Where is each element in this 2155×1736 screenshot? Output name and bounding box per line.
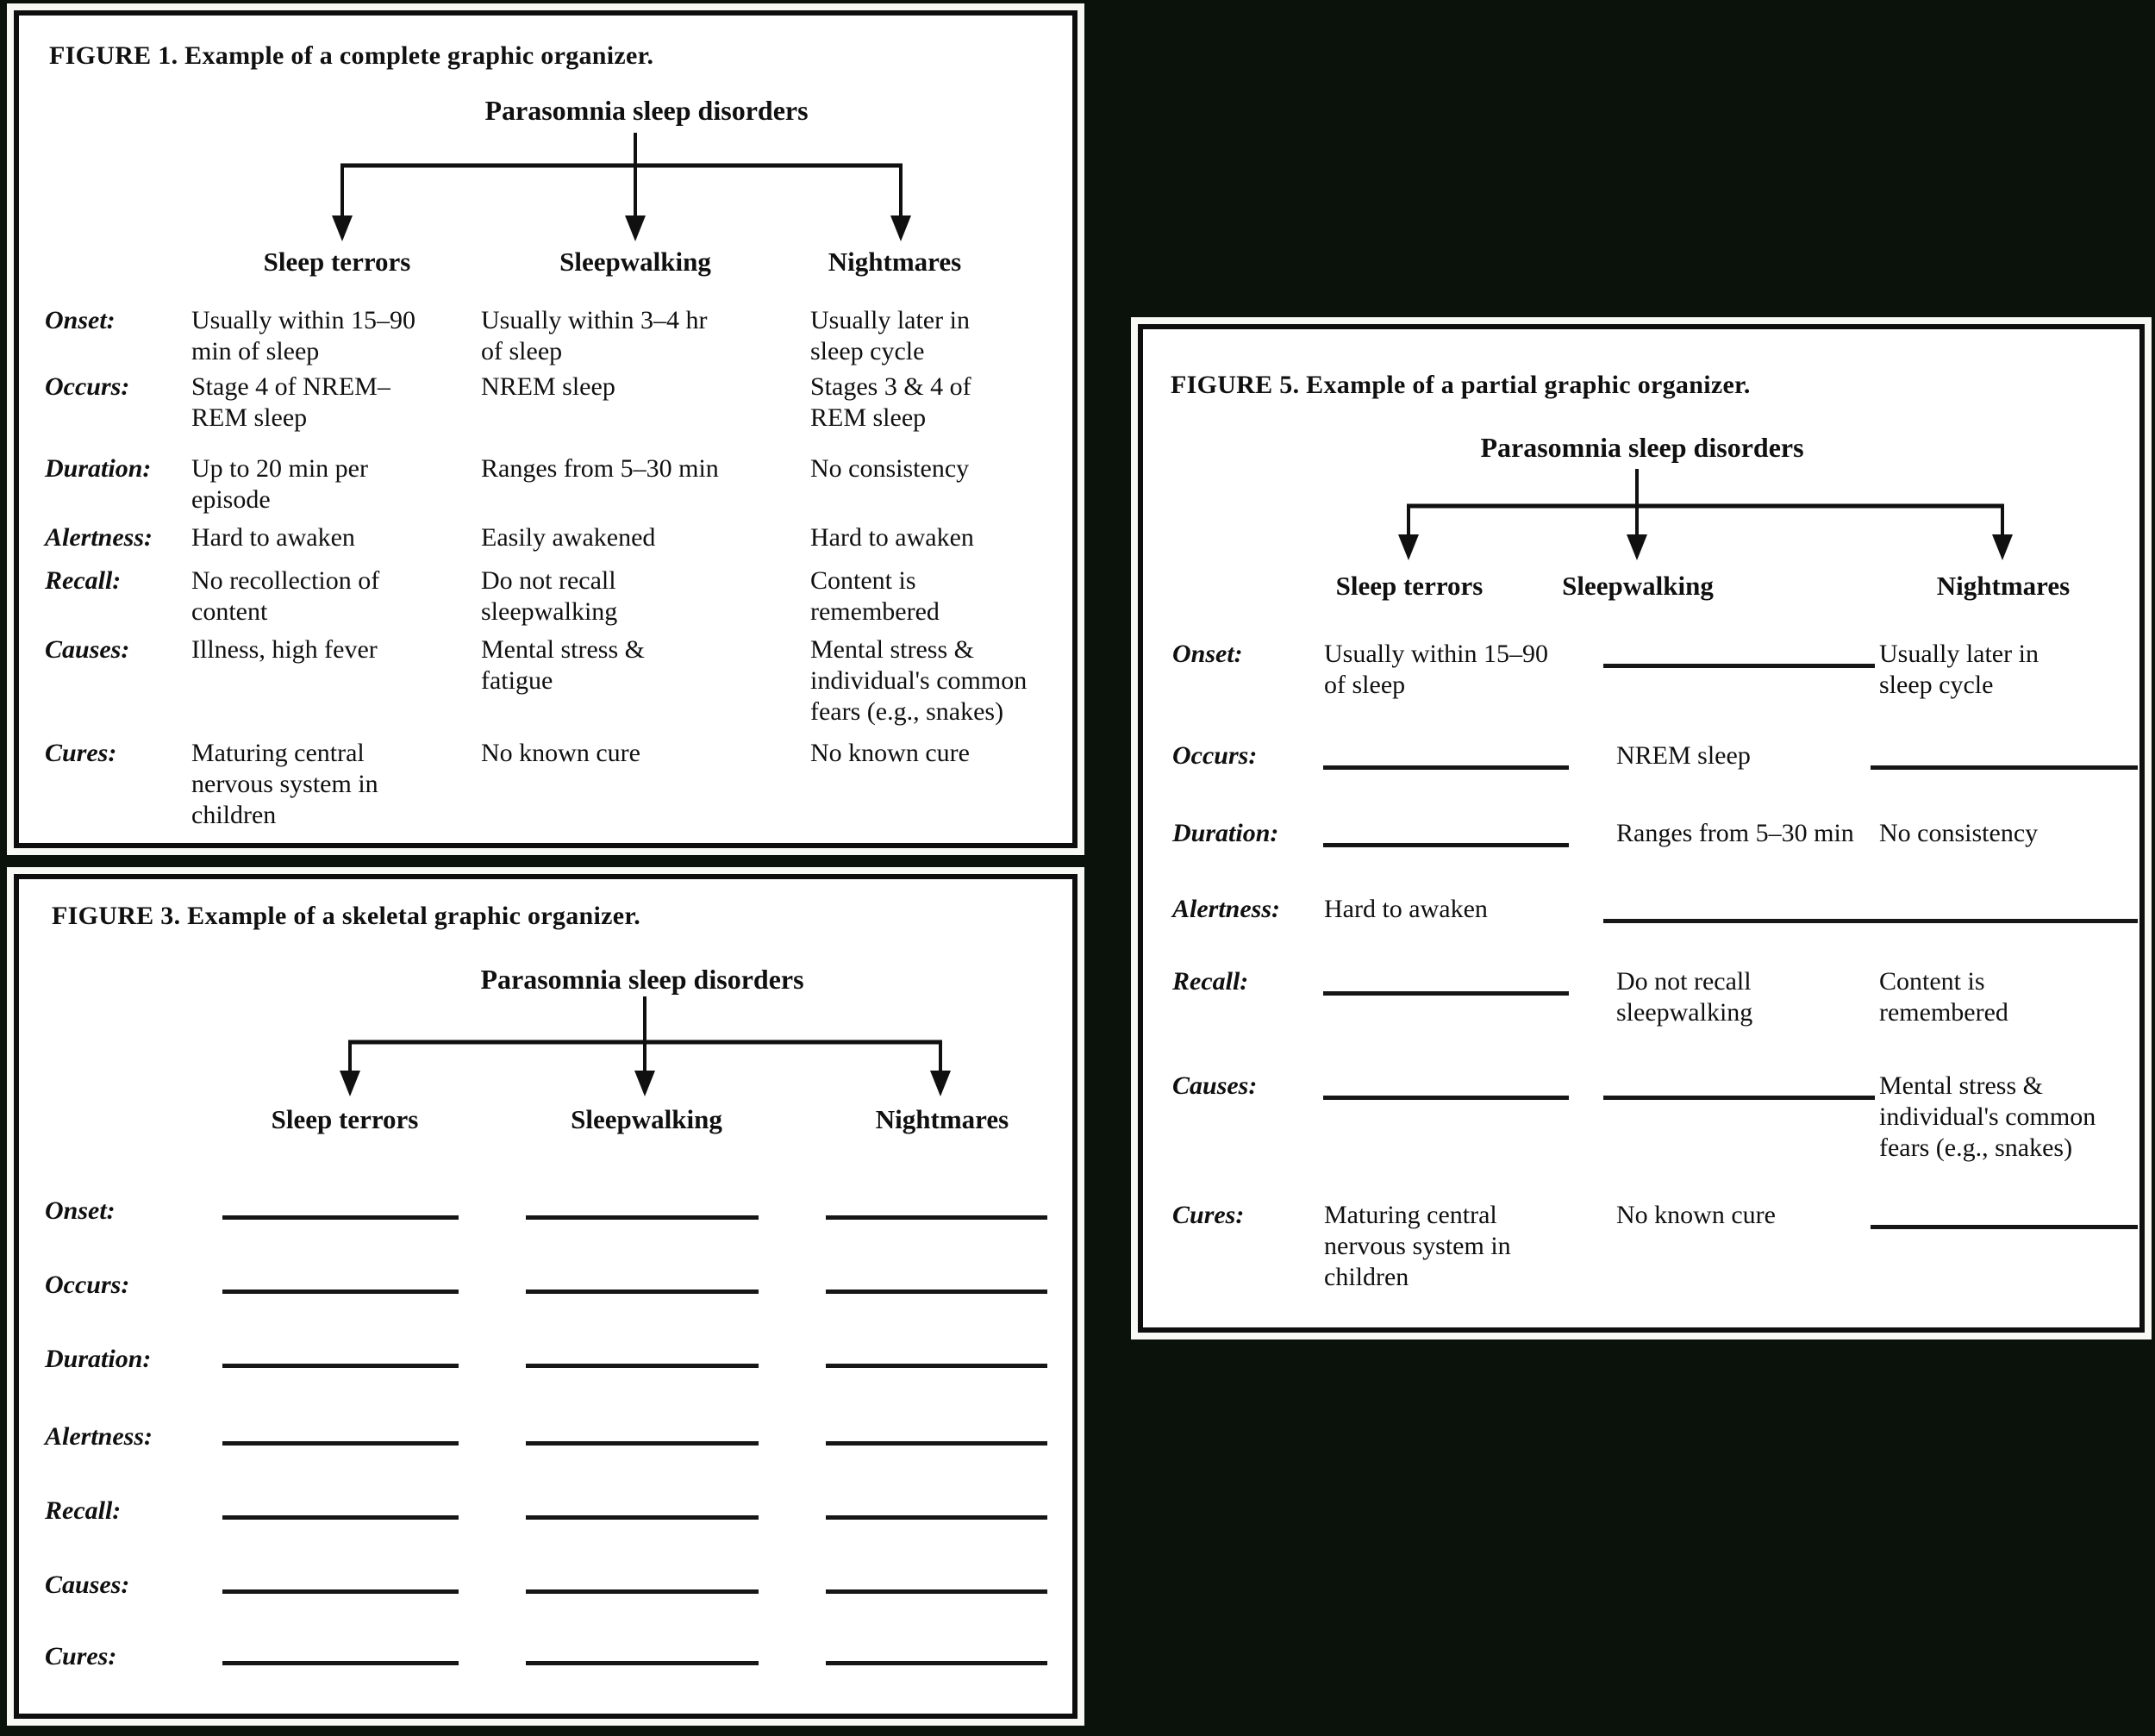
figure-3-blank-line bbox=[826, 1661, 1047, 1665]
figure-1-cell-text: Ranges from 5–30 min bbox=[481, 454, 719, 483]
figure-1-cell-text: Maturing central bbox=[191, 739, 365, 767]
figure-1-branch-nightmares: Nightmares bbox=[828, 247, 962, 277]
figure-3-row-label: Recall: bbox=[45, 1496, 122, 1525]
figure-5-row-label: Duration: bbox=[1172, 819, 1279, 847]
figure-1-cell-text: children bbox=[191, 801, 277, 829]
figure-3-blank-line bbox=[526, 1661, 759, 1665]
figure-3-caption: FIGURE 3. Example of a skeletal graphic organizer. bbox=[52, 902, 641, 930]
figure-3-blank-line bbox=[222, 1589, 459, 1594]
figure-3-blank-line bbox=[526, 1515, 759, 1520]
figure-5-cell-text: No consistency bbox=[1879, 819, 2039, 847]
figure-5-blank-line bbox=[1323, 843, 1569, 847]
figure-5-cell-text: nervous system in bbox=[1324, 1232, 1511, 1260]
figure-5-blank-line bbox=[1871, 765, 2138, 770]
figure-3-blank-line bbox=[222, 1441, 459, 1446]
figure-5-cell-text: sleepwalking bbox=[1616, 998, 1753, 1027]
figure-1-cell-text: No consistency bbox=[810, 454, 970, 483]
figure-5-row-label: Occurs: bbox=[1172, 741, 1258, 770]
figure-1-cell-text: Easily awakened bbox=[481, 523, 656, 552]
figure-1-cell-text: Up to 20 min per bbox=[191, 454, 368, 483]
figure-5-cell-text: Usually later in bbox=[1879, 640, 2039, 668]
figure-5-blank-line bbox=[1323, 991, 1569, 996]
figure-5-blank-line bbox=[1603, 664, 1875, 668]
figure-1-row-label: Duration: bbox=[45, 454, 152, 483]
figure-1-cell-text: Hard to awaken bbox=[810, 523, 974, 552]
figure-5-row-label: Causes: bbox=[1172, 1071, 1258, 1100]
figure-1-cell-text: Content is bbox=[810, 566, 916, 595]
figure-3-blank-line bbox=[222, 1515, 459, 1520]
figure-5-row-label: Cures: bbox=[1172, 1201, 1245, 1229]
figure-1-row-label: Recall: bbox=[45, 566, 122, 595]
figure-1-row-label: Alertness: bbox=[45, 523, 153, 552]
figure-1-cell-text: episode bbox=[191, 485, 271, 514]
figure-5-tree-root-label: Parasomnia sleep disorders bbox=[1480, 432, 1804, 463]
figure-5-blank-line bbox=[1323, 1096, 1569, 1100]
figure-3-blank-line bbox=[826, 1215, 1047, 1220]
figure-5-blank-line bbox=[1871, 919, 2138, 923]
figure-3-blank-line bbox=[826, 1515, 1047, 1520]
figure-1-cell-text: Stage 4 of NREM– bbox=[191, 372, 390, 401]
figure-5-cell-text: Do not recall bbox=[1616, 967, 1752, 996]
figure-3-blank-line bbox=[526, 1290, 759, 1294]
figure-1-cell-text: of sleep bbox=[481, 337, 563, 365]
figure-3-row-label: Occurs: bbox=[45, 1271, 130, 1299]
figure-5-blank-line bbox=[1323, 765, 1569, 770]
figure-3-blank-line bbox=[526, 1364, 759, 1368]
figure-1-cell-text: No recollection of bbox=[191, 566, 380, 595]
figure-1-cell-text: min of sleep bbox=[191, 337, 320, 365]
figure-5-cell-text: of sleep bbox=[1324, 671, 1406, 699]
figure-3-blank-line bbox=[526, 1441, 759, 1446]
figure-1-cell-text: Hard to awaken bbox=[191, 523, 355, 552]
figure-5-cell-text: children bbox=[1324, 1263, 1409, 1291]
figure-1-cell-text: Usually within 3–4 hr bbox=[481, 306, 708, 334]
figure-1-cell-text: sleep cycle bbox=[810, 337, 925, 365]
figure-1-cell-text: individual's common bbox=[810, 666, 1028, 695]
figure-5-cell-text: individual's common bbox=[1879, 1102, 2096, 1131]
figure-1-cell-text: Usually later in bbox=[810, 306, 970, 334]
figure-1-row-label: Onset: bbox=[45, 306, 116, 334]
figure-5-row-label: Alertness: bbox=[1172, 895, 1281, 923]
figure-5-branch-sleep-terrors: Sleep terrors bbox=[1335, 571, 1484, 601]
figure-1-branch-sleep-terrors: Sleep terrors bbox=[263, 247, 411, 277]
figure-1-row-label: Occurs: bbox=[45, 372, 130, 401]
figure-5-cell-text: No known cure bbox=[1616, 1201, 1776, 1229]
figure-1-cell-text: Usually within 15–90 bbox=[191, 306, 415, 334]
figure-3-blank-line bbox=[222, 1290, 459, 1294]
figure-5-cell-text: Maturing central bbox=[1324, 1201, 1497, 1229]
figure-5-cell-text: Hard to awaken bbox=[1324, 895, 1488, 923]
figure-3-branch-nightmares: Nightmares bbox=[875, 1104, 1009, 1134]
figure-1-cell-text: Illness, high fever bbox=[191, 635, 378, 664]
figure-1-cell-text: fears (e.g., snakes) bbox=[810, 697, 1004, 726]
figure-1-cell-text: fatigue bbox=[481, 666, 553, 695]
figure-1-branch-sleepwalking: Sleepwalking bbox=[559, 247, 711, 277]
figure-1-tree-root-label: Parasomnia sleep disorders bbox=[484, 95, 809, 126]
figure-5-row-label: Onset: bbox=[1172, 640, 1243, 668]
figure-3-blank-line bbox=[826, 1441, 1047, 1446]
figure-5-caption: FIGURE 5. Example of a partial graphic organizer. bbox=[1171, 371, 1751, 399]
figure-5-cell-text: Usually within 15–90 bbox=[1324, 640, 1548, 668]
figure-1-cell-text: remembered bbox=[810, 597, 940, 626]
figure-1-cell-text: REM sleep bbox=[191, 403, 308, 432]
figure-5-cell-text: Ranges from 5–30 min bbox=[1616, 819, 1854, 847]
figure-3-row-label: Causes: bbox=[45, 1571, 130, 1599]
figure-1-cell-text: content bbox=[191, 597, 268, 626]
figure-3-row-label: Duration: bbox=[45, 1345, 152, 1373]
figure-1-cell-text: sleepwalking bbox=[481, 597, 618, 626]
figure-1-cell-text: Mental stress & bbox=[810, 635, 974, 664]
figure-5-cell-text: fears (e.g., snakes) bbox=[1879, 1133, 2073, 1162]
figure-5-cell-text: Mental stress & bbox=[1879, 1071, 2043, 1100]
figure-5-cell-text: Content is bbox=[1879, 967, 1985, 996]
figure-1-row-label: Causes: bbox=[45, 635, 130, 664]
figure-3-blank-line bbox=[526, 1589, 759, 1594]
figure-3-row-label: Cures: bbox=[45, 1642, 117, 1670]
figure-1-caption: FIGURE 1. Example of a complete graphic organizer. bbox=[49, 41, 654, 70]
figure-3-branch-sleepwalking: Sleepwalking bbox=[571, 1104, 722, 1134]
figure-5-blank-line bbox=[1603, 1096, 1875, 1100]
figure-5-row-label: Recall: bbox=[1172, 967, 1249, 996]
figure-3-blank-line bbox=[826, 1589, 1047, 1594]
figure-3-row-label: Onset: bbox=[45, 1196, 116, 1225]
figure-1-cell-text: No known cure bbox=[481, 739, 640, 767]
figure-3-blank-line bbox=[826, 1364, 1047, 1368]
figure-1-cell-text: Stages 3 & 4 of bbox=[810, 372, 971, 401]
figure-1-cell-text: REM sleep bbox=[810, 403, 927, 432]
figure-1-cell-text: Do not recall bbox=[481, 566, 616, 595]
figure-3-blank-line bbox=[222, 1364, 459, 1368]
figure-1-cell-text: No known cure bbox=[810, 739, 970, 767]
figure-5-blank-line bbox=[1603, 919, 1875, 923]
figure-5-blank-line bbox=[1871, 1225, 2138, 1229]
figure-3-blank-line bbox=[222, 1215, 459, 1220]
figure-5-branch-sleepwalking: Sleepwalking bbox=[1562, 571, 1714, 601]
figure-1-cell-text: nervous system in bbox=[191, 770, 378, 798]
figure-3-blank-line bbox=[826, 1290, 1047, 1294]
figure-5-cell-text: remembered bbox=[1879, 998, 2008, 1027]
figure-3-branch-sleep-terrors: Sleep terrors bbox=[271, 1104, 419, 1134]
figure-1-cell-text: NREM sleep bbox=[481, 372, 615, 401]
figure-3-tree-root-label: Parasomnia sleep disorders bbox=[480, 964, 804, 995]
figure-5-branch-nightmares: Nightmares bbox=[1936, 571, 2071, 601]
figure-5-cell-text: NREM sleep bbox=[1616, 741, 1751, 770]
figure-3-blank-line bbox=[222, 1661, 459, 1665]
figure-1-cell-text: Mental stress & bbox=[481, 635, 645, 664]
figure-3-blank-line bbox=[526, 1215, 759, 1220]
figure-3-row-label: Alertness: bbox=[45, 1422, 153, 1451]
figure-1-row-label: Cures: bbox=[45, 739, 117, 767]
figure-5-cell-text: sleep cycle bbox=[1879, 671, 1994, 699]
